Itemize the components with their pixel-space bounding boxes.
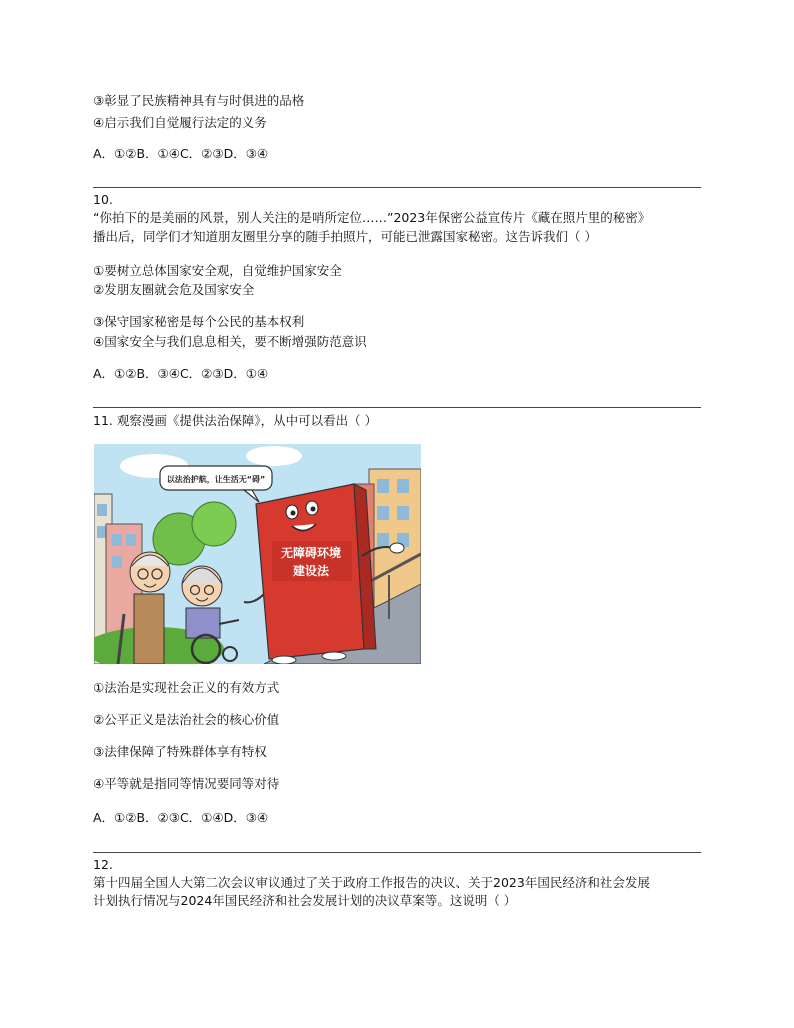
q11-option-4: ④平等就是指同等情况要同等对待 [93,776,280,791]
divider [93,852,701,853]
speech-bubble-text: 以法治护航，让生活无“碍” [166,475,266,484]
q10-option-2: ②发朋友圈就会危及国家安全 [93,282,255,297]
q12-stem-line-2: 计划执行情况与2024年国民经济和社会发展计划的决议草案等。这说明（ ） [93,893,517,908]
q10-option-4: ④国家安全与我们息息相关，要不断增强防范意识 [93,334,367,349]
q10-stem-line-2: 播出后，同学们才知道朋友圈里分享的随手拍照片，可能已泄露国家秘密。这告诉我们（ ） [93,229,597,244]
q10-answer-choices: A．①②B．③④C．②③D．①④ [93,366,269,381]
q10-option-1: ①要树立总体国家安全观，自觉维护国家安全 [93,263,342,278]
q10-stem-line-1: “你拍下的是美丽的风景，别人关注的是哨所定位……”2023年保密公益宣传片《藏在照片里的秘密》 [93,210,651,225]
law-cartoon-image [94,444,421,664]
q11-stem: 11. 观察漫画《提供法治保障》，从中可以看出（ ） [93,413,378,428]
q9-option-3: ③彰显了民族精神具有与时俱进的品格 [93,93,305,108]
q9-option-4: ④启示我们自觉履行法定的义务 [93,115,267,130]
book-title-line-2: 建设法 [292,564,330,578]
divider [93,187,701,188]
q11-answer-choices: A．①②B．②③C．①④D．③④ [93,810,269,825]
divider [93,407,701,408]
book-title-line-1: 无障碍环境 [280,546,342,560]
q9-answer-choices: A．①②B．①④C．②③D．③④ [93,146,269,161]
q10-option-3: ③保守国家秘密是每个公民的基本权利 [93,314,305,329]
q10-number: 10. [93,192,113,207]
q12-stem-line-1: 第十四届全国人大第二次会议审议通过了关于政府工作报告的决议、关于2023年国民经济和社会发展 [93,875,650,890]
q11-option-3: ③法律保障了特殊群体享有特权 [93,744,267,759]
q12-number: 12. [93,857,113,872]
q11-option-1: ①法治是实现社会正义的有效方式 [93,680,280,695]
q11-option-2: ②公平正义是法治社会的核心价值 [93,712,280,727]
